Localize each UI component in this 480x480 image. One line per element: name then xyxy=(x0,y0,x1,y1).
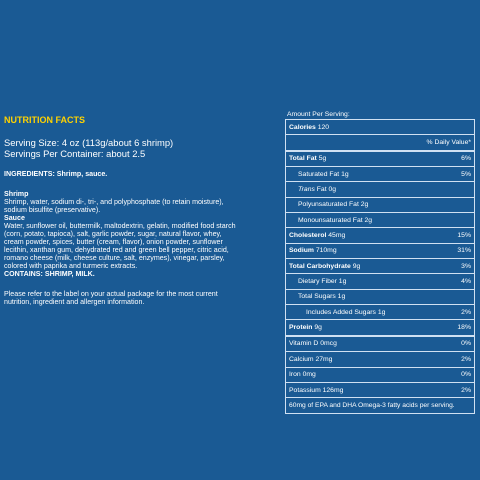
nutrient-label: Sodium xyxy=(289,247,314,255)
nutrient-label: Saturated Fat xyxy=(298,170,340,178)
nutrient-percent: 2% xyxy=(444,382,475,397)
calories-label: Calories xyxy=(289,123,316,131)
nutrient-label: Potassium xyxy=(289,386,321,394)
nutrient-amount: 1g xyxy=(377,308,386,316)
nutrient-percent: 4% xyxy=(444,274,475,289)
nutrition-panel xyxy=(285,110,477,414)
table-row xyxy=(286,289,475,304)
table-row xyxy=(286,336,475,352)
nutrient-percent xyxy=(444,197,475,212)
nutrient-percent: 15% xyxy=(444,228,475,243)
nutrient-label: Includes Added Sugars xyxy=(306,308,376,316)
table-row xyxy=(286,352,475,367)
table-row xyxy=(286,151,475,167)
table-row xyxy=(286,398,475,413)
table-row xyxy=(286,259,475,274)
nutrient-label: Total Fat xyxy=(289,155,317,163)
nutrition-table xyxy=(285,119,475,414)
table-row xyxy=(286,197,475,212)
label-note: Please refer to the label on your actual package for the most current xyxy=(4,290,218,298)
nutrient-amount: 126mg xyxy=(322,386,344,394)
table-row xyxy=(286,213,475,228)
shrimp-text: sodium bisulfite (preservative). xyxy=(4,206,101,214)
nutrition-facts-title: NUTRITION FACTS xyxy=(4,115,85,125)
ingredients-heading: INGREDIENTS: Shrimp, sauce. xyxy=(4,170,108,178)
table-row xyxy=(286,182,475,197)
nutrient-percent: 0% xyxy=(444,367,475,382)
table-row xyxy=(286,228,475,243)
table-row xyxy=(286,120,475,135)
table-row xyxy=(286,167,475,182)
nutrient-amount: 1g xyxy=(337,293,346,301)
nutrient-amount: 710mg xyxy=(315,247,337,255)
nutrient-percent: 5% xyxy=(444,167,475,182)
nutrient-label: Dietary Fiber xyxy=(298,278,337,286)
nutrient-percent: 31% xyxy=(444,243,475,258)
sauce-text: lecithin, xanthan gum, dehydrated red and green bell pepper, citric acid, xyxy=(4,246,229,254)
nutrient-percent xyxy=(444,289,475,304)
contains-allergens: CONTAINS: SHRIMP, MILK. xyxy=(4,270,95,278)
nutrient-amount: 2g xyxy=(360,201,369,209)
sauce-heading: Sauce xyxy=(4,214,25,222)
shrimp-text: Shrimp, water, sodium di-, tri-, and polyphosphate (to retain moisture), xyxy=(4,198,224,206)
nutrient-label: Total Carbohydrate xyxy=(289,262,351,270)
sauce-text: Water, sunflower oil, buttermilk, maltodextrin, gelatin, modified food starch xyxy=(4,222,236,230)
nutrient-label: Total Sugars xyxy=(298,293,336,301)
daily-value-header: % Daily Value* xyxy=(286,135,475,151)
nutrient-amount: 2g xyxy=(364,216,373,224)
nutrient-percent: 6% xyxy=(444,151,475,167)
nutrient-label: Cholesterol xyxy=(289,232,327,240)
sauce-text: cream powder, spices, butter (cream, flavor), onion powder, sunflower xyxy=(4,238,223,246)
nutrient-amount: 27mg xyxy=(315,355,333,363)
nutrient-percent: 18% xyxy=(444,320,475,336)
nutrient-percent xyxy=(444,213,475,228)
nutrient-amount: 1g xyxy=(341,170,349,178)
nutrient-percent: 3% xyxy=(444,259,475,274)
table-row xyxy=(286,135,475,151)
nutrient-amount: 1g xyxy=(338,278,347,286)
nutrient-percent: 2% xyxy=(444,352,475,367)
nutrient-label: Calcium xyxy=(289,355,314,363)
nutrient-amount: 0mg xyxy=(302,371,316,379)
nutrient-label: Protein xyxy=(289,324,313,332)
serving-size: Serving Size: 4 oz (113g/about 6 shrimp) xyxy=(4,137,174,148)
nutrient-label: Polyunsaturated Fat xyxy=(298,201,359,209)
sauce-text: (corn, potato, tapioca), salt, garlic powder, sugar, natural flavor, whey, xyxy=(4,230,222,238)
table-row xyxy=(286,367,475,382)
nutrient-amount: 9g xyxy=(352,262,361,270)
nutrition-facts-text xyxy=(4,115,276,306)
omega3-footnote: 60mg of EPA and DHA Omega-3 fatty acids per serving. xyxy=(286,398,475,413)
label-note: nutrition, ingredient and allergen information. xyxy=(4,298,145,306)
servings-per-container: Servings Per Container: about 2.5 xyxy=(4,147,146,159)
table-row xyxy=(286,320,475,336)
nutrient-amount: 9g xyxy=(314,324,322,332)
nutrient-percent: 0% xyxy=(444,336,475,352)
shrimp-heading: Shrimp xyxy=(4,190,29,198)
nutrient-label: Monounsaturated Fat xyxy=(298,216,363,224)
sauce-text: colored with paprika and turmeric extracts. xyxy=(4,262,138,270)
sauce-text: romano cheese (milk, cheese culture, salt, enzymes), vinegar, parsley, xyxy=(4,254,225,262)
nutrient-amount: 0mcg xyxy=(320,340,337,348)
table-row xyxy=(286,274,475,289)
table-row xyxy=(286,243,475,258)
nutrient-label: Iron xyxy=(289,371,301,379)
nutrient-label: Trans xyxy=(298,186,315,194)
table-row xyxy=(286,382,475,397)
nutrient-amount: 45mg xyxy=(328,232,346,240)
amount-per-serving: Amount Per Serving: xyxy=(287,111,350,118)
nutrient-label: Vitamin D xyxy=(289,340,319,348)
nutrient-percent xyxy=(444,182,475,197)
nutrient-amount: 5g xyxy=(318,155,327,163)
nutrient-percent: 2% xyxy=(444,305,475,320)
calories-value: 120 xyxy=(317,123,330,131)
table-row xyxy=(286,305,475,320)
nutrient-amount: Fat 0g xyxy=(316,186,337,194)
